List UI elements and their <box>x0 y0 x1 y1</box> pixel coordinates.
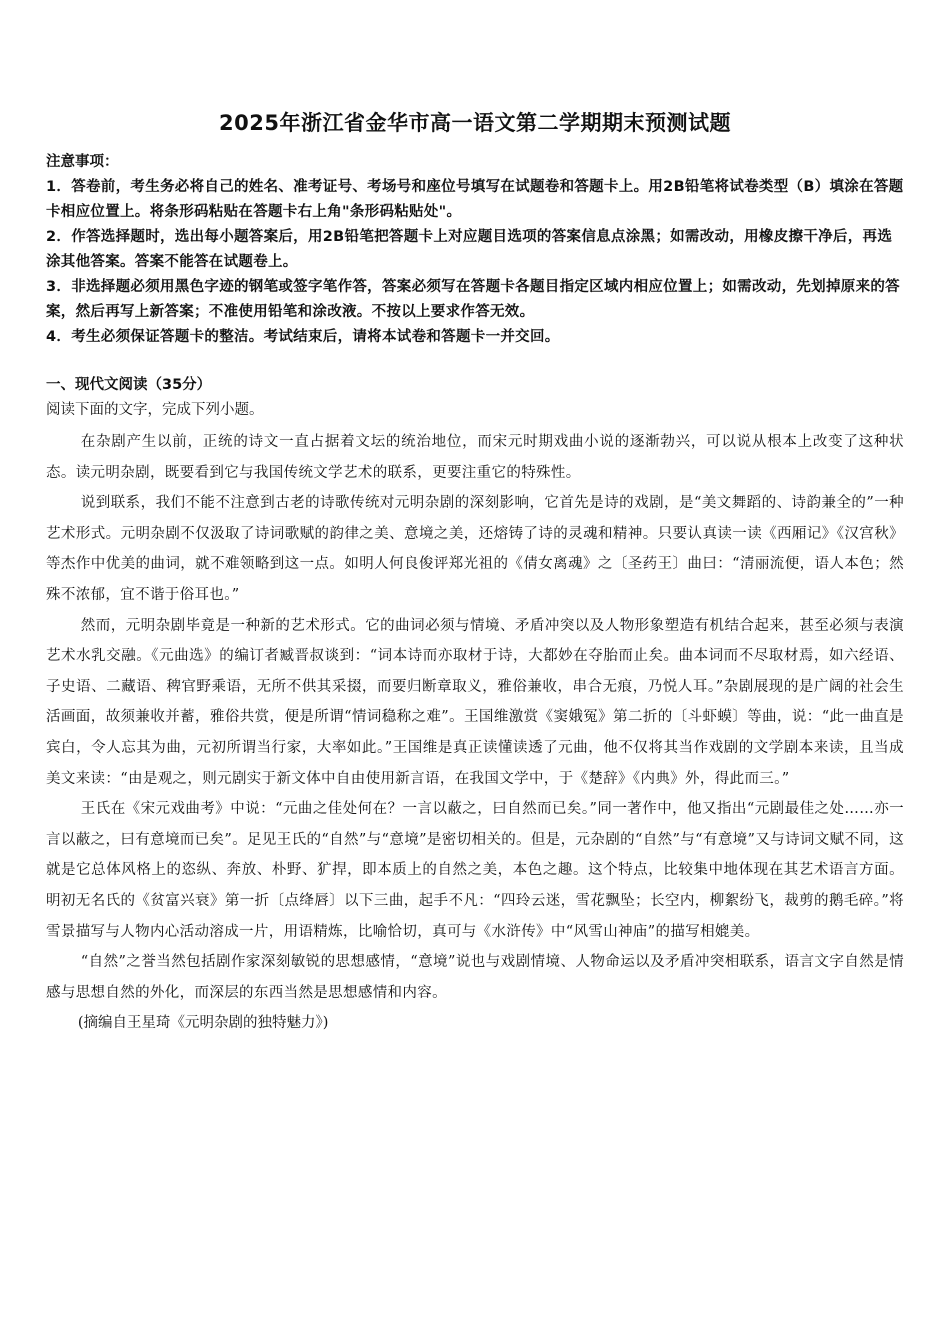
section-heading: 一、现代文阅读（35分） <box>46 377 212 393</box>
passage-paragraph-2: 说到联系，我们不能不注意到古老的诗歌传统对元明杂剧的深刻影响，它首先是诗的戏剧，是“美文舞蹈的、诗韵兼全的”一种艺术形式。元明杂剧不仅汲取了诗词歌赋的韵律之美、意境之美，还熔铸了诗的灵魂和精神。只要认真读一读《西厢记》《汉宫秋》等杰作中优美的曲词，就不难领略到这一点。如明人何良俊评郑光祖的《倩女离魂》之〔圣药王〕曲曰：“清丽流便，语人本色；然殊不浓郁，宜不谐于俗耳也。” <box>46 495 904 603</box>
passage-paragraph-5: “自然”之誉当然包括剧作家深刻敏锐的思想感情，“意境”说也与戏剧情境、人物命运以及矛盾冲突相联系，语言文字自然是情感与思想自然的外化，而深层的东西当然是思想感情和内容。 <box>46 954 904 1001</box>
notice-item-1: 1．答卷前，考生务必将自己的姓名、准考证号、考场号和座位号填写在试题卷和答题卡上。用2B铅笔将试卷类型（B）填涂在答题卡相应位置上。将条形码粘贴在答题卡右上角"条形码粘贴处"。 <box>46 179 904 220</box>
reading-section <box>46 373 904 1039</box>
passage-source: (摘编自王星琦《元明杂剧的独特魅力》) <box>77 1015 329 1032</box>
passage-paragraph-1: 在杂剧产生以前，正统的诗文一直占据着文坛的统治地位，而宋元时期戏曲小说的逐渐勃兴，可以说从根本上改变了这种状态。读元明杂剧，既要看到它与我国传统文学艺术的联系，更要注重它的特殊性。 <box>46 434 904 481</box>
section-instruction: 阅读下面的文字，完成下列小题。 <box>46 402 264 418</box>
passage-paragraph-4: 王氏在《宋元戏曲考》中说：“元曲之佳处何在？一言以蔽之，曰自然而已矣。”同一著作中，他又指出“元剧最佳之处……亦一言以蔽之，曰有意境而已矣”。足见王氏的“自然”与“意境”是密切相关的。但是，元杂剧的“自然”与“有意境”又与诗词文赋不同，这就是它总体风格上的恣纵、奔放、朴野、犷捍，即本质上的自然之美，本色之趣。这个特点，比较集中地体现在其艺术语言方面。明初无名氏的《贫富兴衰》第一折〔点绛唇〕以下三曲，起手不凡：“四玲云迷，雪花飘坠；长空内，柳絮纷飞，裁剪的鹅毛碎。”将雪景描写与人物内心活动溶成一片，用语精炼，比喻恰切，真可与《水浒传》中“风雪山神庙”的描写相媲美。 <box>46 801 904 940</box>
notice-item-2: 2．作答选择题时，选出每小题答案后，用2B铅笔把答题卡上对应题目选项的答案信息点涂黑；如需改动，用橡皮擦干净后，再选涂其他答案。答案不能答在试题卷上。 <box>46 229 893 270</box>
notice-item-3: 3．非选择题必须用黑色字迹的钢笔或签字笔作答，答案必须写在答题卡各题目指定区域内相应位置上；如需改动，先划掉原来的答案，然后再写上新答案；不准使用铅笔和涂改液。不按以上要求作答无效。 <box>46 279 900 320</box>
passage-paragraph-3: 然而，元明杂剧毕竟是一种新的艺术形式。它的曲词必须与情境、矛盾冲突以及人物形象塑造有机结合起来，甚至必须与表演艺术水乳交融。《元曲选》的编订者臧晋叔谈到：“词本诗而亦取材于诗，大都妙在夺胎而止矣。曲本词而不尽取材焉，如六经语、子史语、二藏语、稗官野乘语，无所不供其采掇，而要归断章取义，雅俗兼收，串合无痕，乃悦人耳。”杂剧展现的是广阔的社会生活画面，故须兼收并蓄，雅俗共赏，便是所谓“情词稳称之难”。王国维激赏《窦娥冤》第二折的〔斗虾蟆〕等曲，说：“此一曲直是宾白，令人忘其为曲，元初所谓当行家，大率如此。”王国维是真正读懂读透了元曲，他不仅将其当作戏剧的文学剧本来读，且当成美文来读：“由是观之，则元剧实于新文体中自由使用新言语，在我国文学中，于《楚辞》《内典》外，得此而三。” <box>46 617 904 787</box>
notice-item-4: 4．考生必须保证答题卡的整洁。考试结束后，请将本试卷和答题卡一并交回。 <box>46 329 560 345</box>
notice-block <box>46 150 904 350</box>
exam-title: 2025年浙江省金华市高一语文第二学期期末预测试题 <box>219 111 731 135</box>
notice-heading: 注意事项： <box>46 154 119 170</box>
